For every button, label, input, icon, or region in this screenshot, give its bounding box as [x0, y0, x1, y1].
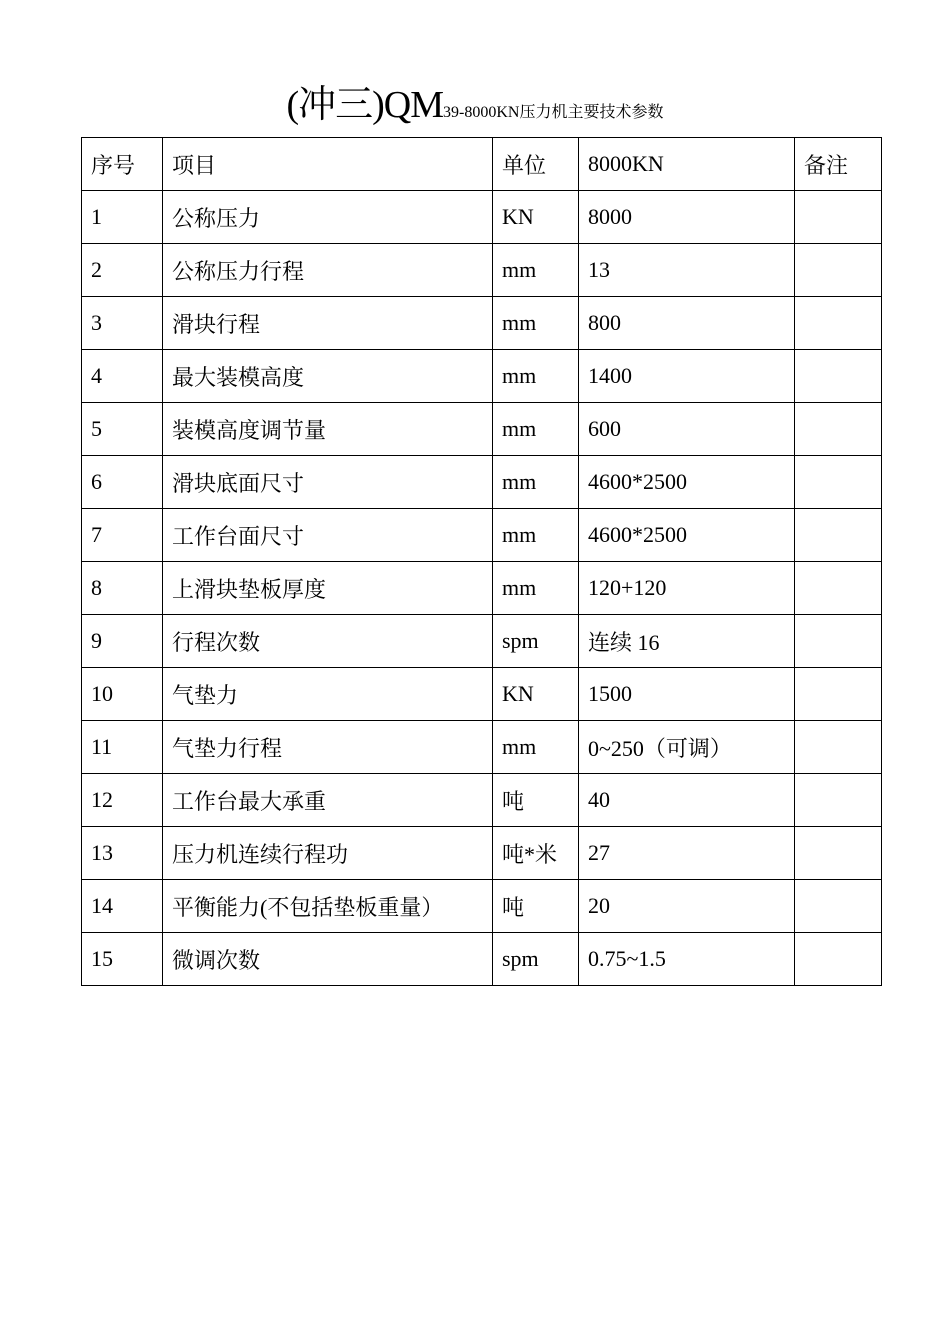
cell-no: 13: [82, 827, 163, 880]
cell-item: 滑块行程: [163, 297, 493, 350]
cell-item: 装模高度调节量: [163, 403, 493, 456]
table-header-row: [82, 138, 882, 191]
header-no: 序号: [82, 138, 163, 191]
cell-item: 压力机连续行程功: [163, 827, 493, 880]
cell-no: 15: [82, 933, 163, 986]
cell-no: 14: [82, 880, 163, 933]
table-row: [82, 509, 882, 562]
table-row: [82, 615, 882, 668]
table-row: [82, 350, 882, 403]
cell-remark: [795, 244, 882, 297]
cell-unit: mm: [493, 562, 579, 615]
cell-item: 公称压力: [163, 191, 493, 244]
table-row: [82, 668, 882, 721]
cell-item: 气垫力行程: [163, 721, 493, 774]
cell-value: 27: [579, 827, 795, 880]
cell-value: 0.75~1.5: [579, 933, 795, 986]
cell-item: 最大装模高度: [163, 350, 493, 403]
cell-item: 工作台最大承重: [163, 774, 493, 827]
cell-no: 9: [82, 615, 163, 668]
cell-item: 平衡能力(不包括垫板重量）: [163, 880, 493, 933]
cell-unit: mm: [493, 297, 579, 350]
table-row: [82, 403, 882, 456]
cell-value: 0~250（可调）: [579, 721, 795, 774]
cell-remark: [795, 668, 882, 721]
cell-unit: 吨*米: [493, 827, 579, 880]
cell-item: 公称压力行程: [163, 244, 493, 297]
cell-unit: mm: [493, 403, 579, 456]
table-row: [82, 933, 882, 986]
cell-value: 连续 16: [579, 615, 795, 668]
cell-value: 13: [579, 244, 795, 297]
cell-value: 600: [579, 403, 795, 456]
cell-value: 4600*2500: [579, 509, 795, 562]
cell-unit: mm: [493, 509, 579, 562]
cell-unit: 吨: [493, 774, 579, 827]
cell-no: 10: [82, 668, 163, 721]
cell-remark: [795, 615, 882, 668]
cell-unit: mm: [493, 244, 579, 297]
cell-item: 滑块底面尺寸: [163, 456, 493, 509]
cell-unit: mm: [493, 350, 579, 403]
cell-no: 1: [82, 191, 163, 244]
table-row: [82, 191, 882, 244]
cell-remark: [795, 880, 882, 933]
spec-table: [81, 137, 882, 986]
cell-no: 12: [82, 774, 163, 827]
table-row: [82, 244, 882, 297]
title-prefix: (冲三)QM: [286, 84, 444, 126]
cell-item: 行程次数: [163, 615, 493, 668]
cell-no: 4: [82, 350, 163, 403]
cell-value: 1500: [579, 668, 795, 721]
table-row: [82, 297, 882, 350]
cell-unit: spm: [493, 615, 579, 668]
title-suffix: 39-8000KN压力机主要技术参数: [443, 104, 664, 121]
cell-no: 11: [82, 721, 163, 774]
cell-unit: KN: [493, 191, 579, 244]
cell-remark: [795, 191, 882, 244]
cell-no: 6: [82, 456, 163, 509]
document-title: [0, 86, 950, 124]
header-item: 项目: [163, 138, 493, 191]
cell-value: 800: [579, 297, 795, 350]
cell-no: 7: [82, 509, 163, 562]
cell-unit: KN: [493, 668, 579, 721]
header-value: 8000KN: [579, 138, 795, 191]
header-remark: 备注: [795, 138, 882, 191]
spec-table-body: [82, 138, 882, 986]
cell-no: 3: [82, 297, 163, 350]
cell-remark: [795, 509, 882, 562]
cell-item: 微调次数: [163, 933, 493, 986]
cell-remark: [795, 350, 882, 403]
table-row: [82, 721, 882, 774]
table-row: [82, 456, 882, 509]
cell-no: 2: [82, 244, 163, 297]
cell-remark: [795, 456, 882, 509]
cell-no: 5: [82, 403, 163, 456]
cell-value: 120+120: [579, 562, 795, 615]
cell-item: 工作台面尺寸: [163, 509, 493, 562]
table-row: [82, 562, 882, 615]
cell-remark: [795, 827, 882, 880]
table-row: [82, 880, 882, 933]
table-row: [82, 774, 882, 827]
cell-unit: mm: [493, 456, 579, 509]
table-row: [82, 827, 882, 880]
cell-value: 40: [579, 774, 795, 827]
cell-item: 上滑块垫板厚度: [163, 562, 493, 615]
cell-value: 8000: [579, 191, 795, 244]
cell-value: 20: [579, 880, 795, 933]
cell-remark: [795, 933, 882, 986]
header-unit: 单位: [493, 138, 579, 191]
cell-no: 8: [82, 562, 163, 615]
cell-remark: [795, 297, 882, 350]
cell-item: 气垫力: [163, 668, 493, 721]
cell-remark: [795, 562, 882, 615]
cell-remark: [795, 721, 882, 774]
cell-value: 1400: [579, 350, 795, 403]
cell-unit: mm: [493, 721, 579, 774]
cell-remark: [795, 403, 882, 456]
cell-remark: [795, 774, 882, 827]
cell-value: 4600*2500: [579, 456, 795, 509]
cell-unit: 吨: [493, 880, 579, 933]
cell-unit: spm: [493, 933, 579, 986]
